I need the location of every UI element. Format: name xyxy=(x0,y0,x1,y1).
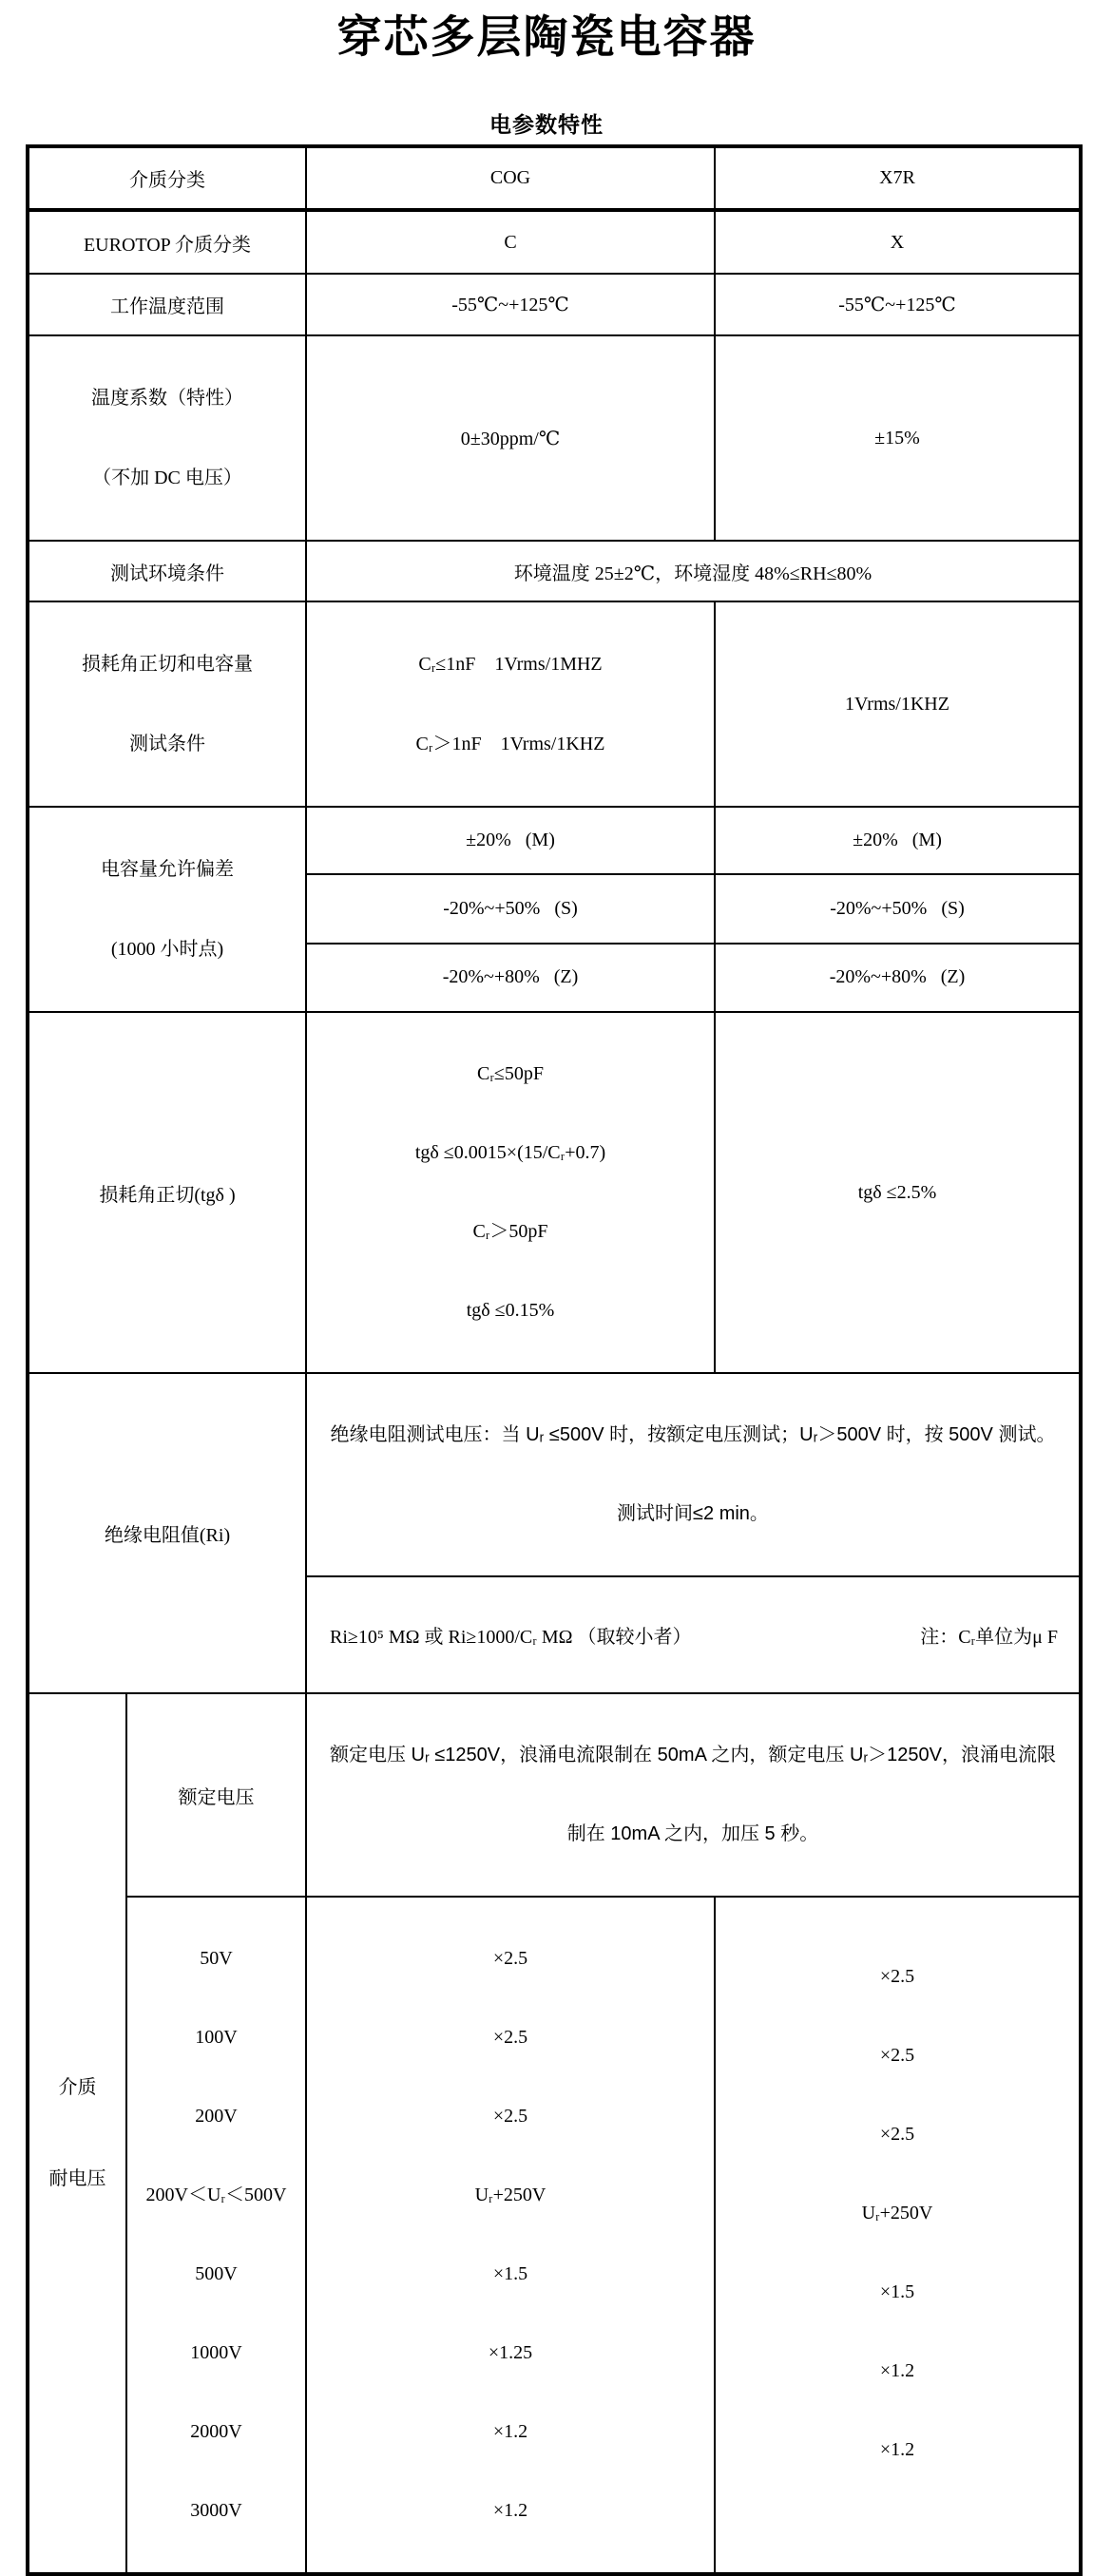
loss-tangent-cog-line2: tgδ ≤0.0015×(15/Cᵣ+0.7) xyxy=(414,1142,606,1163)
withstand-cog-value: ×1.5 xyxy=(492,2263,528,2284)
withstand-cog-value: ×2.5 xyxy=(492,2027,528,2048)
dielectric-x7r-value: X7R xyxy=(715,146,1081,210)
cap-tolerance-label-line1: 电容量允许偏差 xyxy=(101,859,234,880)
loss-cap-test-cog-value xyxy=(306,601,715,807)
withstand-voltage: 200V xyxy=(195,2106,238,2127)
temp-range-x7r-value: -55℃~+125℃ xyxy=(715,274,1081,335)
withstand-x7r-value: ×1.5 xyxy=(879,2280,915,2302)
cap-tolerance-m-cog: ±20% (M) xyxy=(306,807,715,874)
table-row-loss-cap-test xyxy=(28,601,1081,807)
withstand-label-line2: 耐电压 xyxy=(48,2168,106,2189)
cap-tolerance-s-cog: -20%~+50% (S) xyxy=(306,874,715,943)
withstand-voltage: 200V＜Uᵣ＜500V xyxy=(145,2185,287,2205)
dielectric-label: 介质分类 xyxy=(28,146,306,210)
temp-coeff-x7r-value: ±15% xyxy=(715,335,1081,541)
insulation-label: 绝缘电阻值(Ri) xyxy=(28,1373,306,1693)
temp-coeff-label xyxy=(28,335,306,541)
loss-tangent-label: 损耗角正切(tgδ ) xyxy=(28,1012,306,1373)
withstand-x7r-value: ×2.5 xyxy=(879,2044,915,2066)
rated-voltage-desc-line2: 制在 10mA 之内，加压 5 秒。 xyxy=(566,1823,819,1844)
dielectric-cog-value: COG xyxy=(306,146,715,210)
loss-tangent-cog-value xyxy=(306,1012,715,1373)
test-env-value: 环境温度 25±2℃，环境湿度 48%≤RH≤80% xyxy=(306,541,1081,601)
withstand-x7r-value: ×1.2 xyxy=(879,2359,915,2381)
loss-cap-test-label-line1: 损耗角正切和电容量 xyxy=(82,654,253,675)
withstand-cog-value: ×1.2 xyxy=(492,2500,528,2521)
withstand-cog-value: ×2.5 xyxy=(492,1948,528,1969)
loss-tangent-x7r-value: tgδ ≤2.5% xyxy=(715,1012,1081,1373)
insulation-note: 注：Cᵣ单位为μ F xyxy=(920,1627,1058,1648)
table-row-insulation-desc xyxy=(28,1373,1081,1576)
withstand-cog-list xyxy=(306,1897,715,2574)
page-title: 穿芯多层陶瓷电容器 xyxy=(336,11,757,62)
withstand-x7r-list xyxy=(715,1897,1081,2574)
loss-cap-test-label xyxy=(28,601,306,807)
withstand-voltage: 50V xyxy=(200,1948,233,1969)
cap-tolerance-z-cog: -20%~+80% (Z) xyxy=(306,944,715,1012)
eurotop-x7r-value: X xyxy=(715,210,1081,274)
withstand-voltage: 1000V xyxy=(190,2342,242,2363)
withstand-label xyxy=(28,1693,126,2574)
withstand-voltage: 500V xyxy=(195,2263,238,2284)
test-env-label: 测试环境条件 xyxy=(28,541,306,601)
withstand-voltage: 100V xyxy=(195,2027,238,2048)
eurotop-cog-value: C xyxy=(306,210,715,274)
withstand-cog-value: ×1.2 xyxy=(492,2421,528,2442)
loss-cap-test-cog-line1: Cᵣ≤1nF 1Vrms/1MHZ xyxy=(418,654,603,675)
cap-tolerance-s-x7r: -20%~+50% (S) xyxy=(715,874,1081,943)
withstand-x7r-value: ×2.5 xyxy=(879,1965,915,1987)
withstand-cog-value: Uᵣ+250V xyxy=(474,2185,546,2205)
eurotop-label: EUROTOP 介质分类 xyxy=(28,210,306,274)
loss-cap-test-label-line2: 测试条件 xyxy=(129,734,205,754)
cap-tolerance-label-line2: (1000 小时点) xyxy=(110,939,224,960)
rated-voltage-desc-line1: 额定电压 Uᵣ ≤1250V，浪涌电流限制在 50mA 之内，额定电压 Uᵣ＞1250V，浪涌电流限 xyxy=(329,1745,1057,1765)
electrical-parameters-table xyxy=(26,144,1083,2576)
withstand-x7r-value: Uᵣ+250V xyxy=(861,2202,933,2223)
table-row-rated-voltage xyxy=(28,1693,1081,1897)
cap-tolerance-z-x7r: -20%~+80% (Z) xyxy=(715,944,1081,1012)
insulation-desc xyxy=(306,1373,1081,1576)
table-row-temp-coeff xyxy=(28,335,1081,541)
withstand-x7r-value: ×2.5 xyxy=(879,2123,915,2145)
insulation-desc-line2: 测试时间≤2 min。 xyxy=(617,1503,769,1524)
insulation-formula: Ri≥10⁵ MΩ 或 Ri≥1000/Cᵣ MΩ （取较小者） xyxy=(330,1627,692,1648)
table-row-dielectric xyxy=(28,146,1081,210)
loss-tangent-cog-line1: Cᵣ≤50pF xyxy=(476,1063,545,1084)
loss-cap-test-x7r-value: 1Vrms/1KHZ xyxy=(715,601,1081,807)
table-row-temp-range xyxy=(28,274,1081,335)
loss-tangent-cog-line3: Cᵣ＞50pF xyxy=(472,1221,548,1242)
loss-cap-test-cog-line2: Cᵣ＞1nF 1Vrms/1KHZ xyxy=(415,734,605,754)
insulation-desc-line1: 绝缘电阻测试电压：当 Uᵣ ≤500V 时，按额定电压测试；Uᵣ＞500V 时，按 500V 测试。 xyxy=(330,1424,1056,1445)
table-row-eurotop xyxy=(28,210,1081,274)
withstand-label-line1: 介质 xyxy=(58,2077,97,2098)
cap-tolerance-m-x7r: ±20% (M) xyxy=(715,807,1081,874)
temp-range-cog-value: -55℃~+125℃ xyxy=(306,274,715,335)
table-row-withstand-values xyxy=(28,1897,1081,2574)
loss-tangent-cog-line4: tgδ ≤0.15% xyxy=(466,1300,555,1321)
withstand-voltage: 3000V xyxy=(190,2500,242,2521)
withstand-voltage: 2000V xyxy=(190,2421,242,2442)
insulation-formula-cell xyxy=(306,1576,1081,1693)
temp-coeff-label-line2: （不加 DC 电压） xyxy=(92,467,242,488)
temp-coeff-cog-value: 0±30ppm/℃ xyxy=(306,335,715,541)
table-row-cap-tolerance-m xyxy=(28,807,1081,874)
temp-range-label: 工作温度范围 xyxy=(28,274,306,335)
withstand-voltage-list xyxy=(126,1897,306,2574)
table-row-test-env xyxy=(28,541,1081,601)
withstand-cog-value: ×1.25 xyxy=(488,2342,533,2363)
table-row-loss-tangent xyxy=(28,1012,1081,1373)
temp-coeff-label-line1: 温度系数（特性） xyxy=(91,388,243,409)
rated-voltage-label: 额定电压 xyxy=(126,1693,306,1897)
rated-voltage-desc xyxy=(306,1693,1081,1897)
section-title: 电参数特性 xyxy=(489,112,604,137)
withstand-cog-value: ×2.5 xyxy=(492,2106,528,2127)
cap-tolerance-label xyxy=(28,807,306,1012)
withstand-x7r-value: ×1.2 xyxy=(879,2438,915,2460)
